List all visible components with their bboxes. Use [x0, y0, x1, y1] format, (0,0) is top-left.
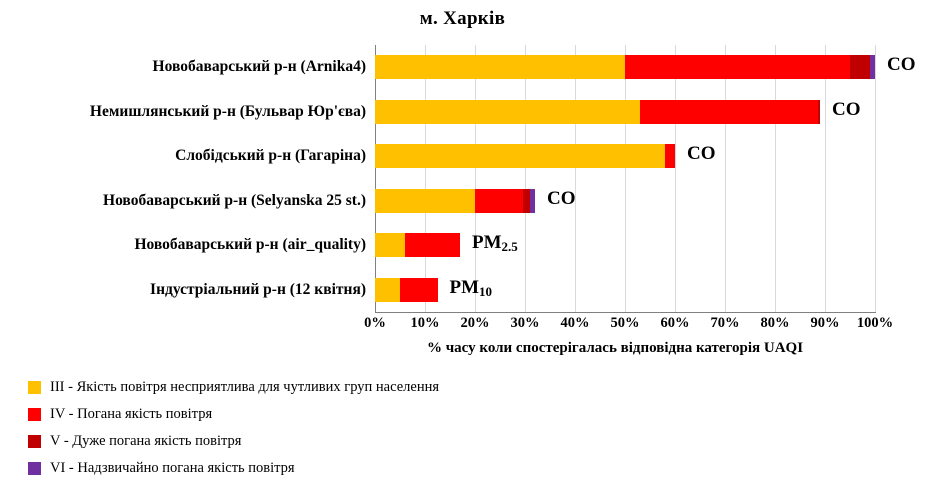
stacked-bar [375, 233, 875, 257]
bar-segment-iv [400, 278, 438, 302]
bar-segment-iv [665, 144, 675, 168]
x-tick-label: 90% [810, 315, 840, 331]
stacked-bar [375, 55, 875, 79]
bar-segment-iii [375, 100, 640, 124]
bar-segment-iii [375, 144, 665, 168]
stacked-bar [375, 144, 875, 168]
bar-segment-v [523, 189, 531, 213]
legend-swatch-iii [28, 381, 41, 394]
category-label: Індустріальний р-н (12 квітня) [150, 280, 366, 298]
bar-row [0, 134, 925, 179]
bar-annotation: CO [687, 143, 716, 165]
bar-annotation: CO [887, 54, 916, 76]
bar-segment-v [818, 100, 821, 124]
legend-swatch-v [28, 435, 41, 448]
bar-segment-iv [640, 100, 818, 124]
bar-annotation: $PM_{2.5}$ [472, 232, 518, 255]
legend-label: V - Дуже погана якість повітря [50, 433, 242, 449]
chart-title: м. Харків [419, 8, 506, 29]
stacked-bar [375, 189, 875, 213]
x-tick-label: 40% [560, 315, 590, 331]
x-tick-label: 10% [410, 315, 440, 331]
x-axis-title: % часу коли спостерігалась відповідна категорія UAQI [426, 340, 804, 356]
bar-segment-iv [475, 189, 523, 213]
legend-item[interactable] [28, 401, 728, 428]
legend-swatch-iv [28, 408, 41, 421]
legend-label: III - Якість повітря несприятлива для чутливих груп населення [50, 379, 440, 395]
legend-swatch-vi [28, 462, 41, 475]
stacked-bar [375, 100, 875, 124]
bar-segment-iv [405, 233, 460, 257]
category-label: Немишлянський р-н (Бульвар Юр'єва) [89, 102, 366, 120]
bar-annotation: CO [832, 98, 861, 120]
legend-label: VI - Надзвичайно погана якість повітря [50, 460, 295, 476]
bar-segment-iii [375, 55, 625, 79]
bar-segment-vi [530, 189, 535, 213]
bar-segment-iii [375, 233, 405, 257]
x-tick-label: 20% [460, 315, 490, 331]
legend-label: IV - Погана якість повітря [50, 406, 213, 422]
x-tick-label: 60% [660, 315, 690, 331]
legend-item[interactable] [28, 455, 728, 482]
bar-segment-vi [870, 55, 875, 79]
category-label: Новобаварський р-н (Arnika4) [152, 58, 366, 75]
x-tick-label: 30% [510, 315, 540, 331]
bar-row [0, 268, 925, 313]
bar-segment-iii [375, 278, 400, 302]
bar-row [0, 45, 925, 90]
chart-legend [28, 374, 728, 482]
bar-segment-v [850, 55, 870, 79]
bar-segment-iii [375, 189, 475, 213]
stacked-bar [375, 278, 875, 302]
bar-segment-iv [625, 55, 850, 79]
legend-item[interactable] [28, 428, 728, 455]
category-label: Слобідський р-н (Гагаріна) [175, 147, 366, 164]
x-tick-label: 50% [610, 315, 640, 331]
x-tick-label: 100% [856, 315, 894, 331]
x-axis-line [375, 312, 876, 313]
bar-annotation: $PM_{10}$ [449, 276, 493, 299]
bar-row [0, 223, 925, 268]
category-label: Новобаварський р-н (Selyanska 25 st.) [103, 191, 366, 209]
bar-annotation: CO [547, 187, 576, 209]
x-tick-label: 0% [364, 315, 386, 331]
x-tick-label: 70% [710, 315, 740, 331]
bar-row [0, 179, 925, 224]
bar-row [0, 90, 925, 135]
legend-item[interactable] [28, 374, 728, 401]
x-tick-label: 80% [760, 315, 790, 331]
category-label: Новобаварський р-н (air_quality) [134, 236, 366, 253]
